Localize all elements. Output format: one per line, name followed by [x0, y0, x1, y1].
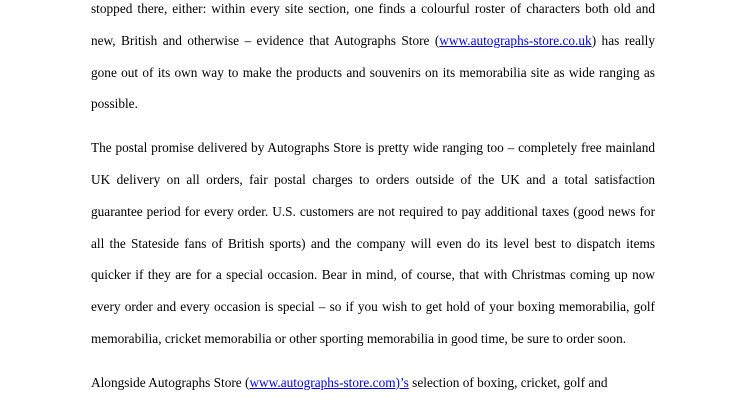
- autographs-store-com-link[interactable]: www.autographs-store.com)’s: [249, 374, 409, 390]
- paragraph-product-range: [91, 0, 655, 120]
- paragraph-3-text-end: selection of boxing, cricket, golf and: [408, 374, 608, 390]
- paragraph-1-text-end: ) has really gone out of its own way to make the products and souvenirs on its memorabilia site as wide ranging as possible.: [91, 32, 655, 112]
- autographs-store-couk-link[interactable]: www.autographs-store.co.uk: [439, 32, 592, 48]
- paragraph-selection: [91, 367, 655, 399]
- paragraph-3-text-start: Alongside Autographs Store (: [91, 374, 250, 390]
- document-page: [91, 0, 655, 411]
- paragraph-1-text-start: stopped there, either: within every site section, one finds a colourful roster of characters both old and new, British and otherwise – evidence that Autographs Store (: [91, 1, 655, 48]
- paragraph-postal-promise: The postal promise delivered by Autographs Store is pretty wide ranging too – completely free mainland UK delivery on all orders, fair postal charges to orders outside of the UK and a total satisfaction guarantee period for every order. U.S. customers are not required to pay additional taxes (good news for all the Stateside fans of British sports) and the company will even do its level best to dispatch items quicker if they are for a special occasion. Bear in mind, of course, that with Christmas coming up now every order and every occasion is special – so if you wish to get hold of your boxing memorabilia, golf memorabilia, cricket memorabilia or other sporting memorabilia in good time, be sure to order soon.: [91, 140, 655, 346]
